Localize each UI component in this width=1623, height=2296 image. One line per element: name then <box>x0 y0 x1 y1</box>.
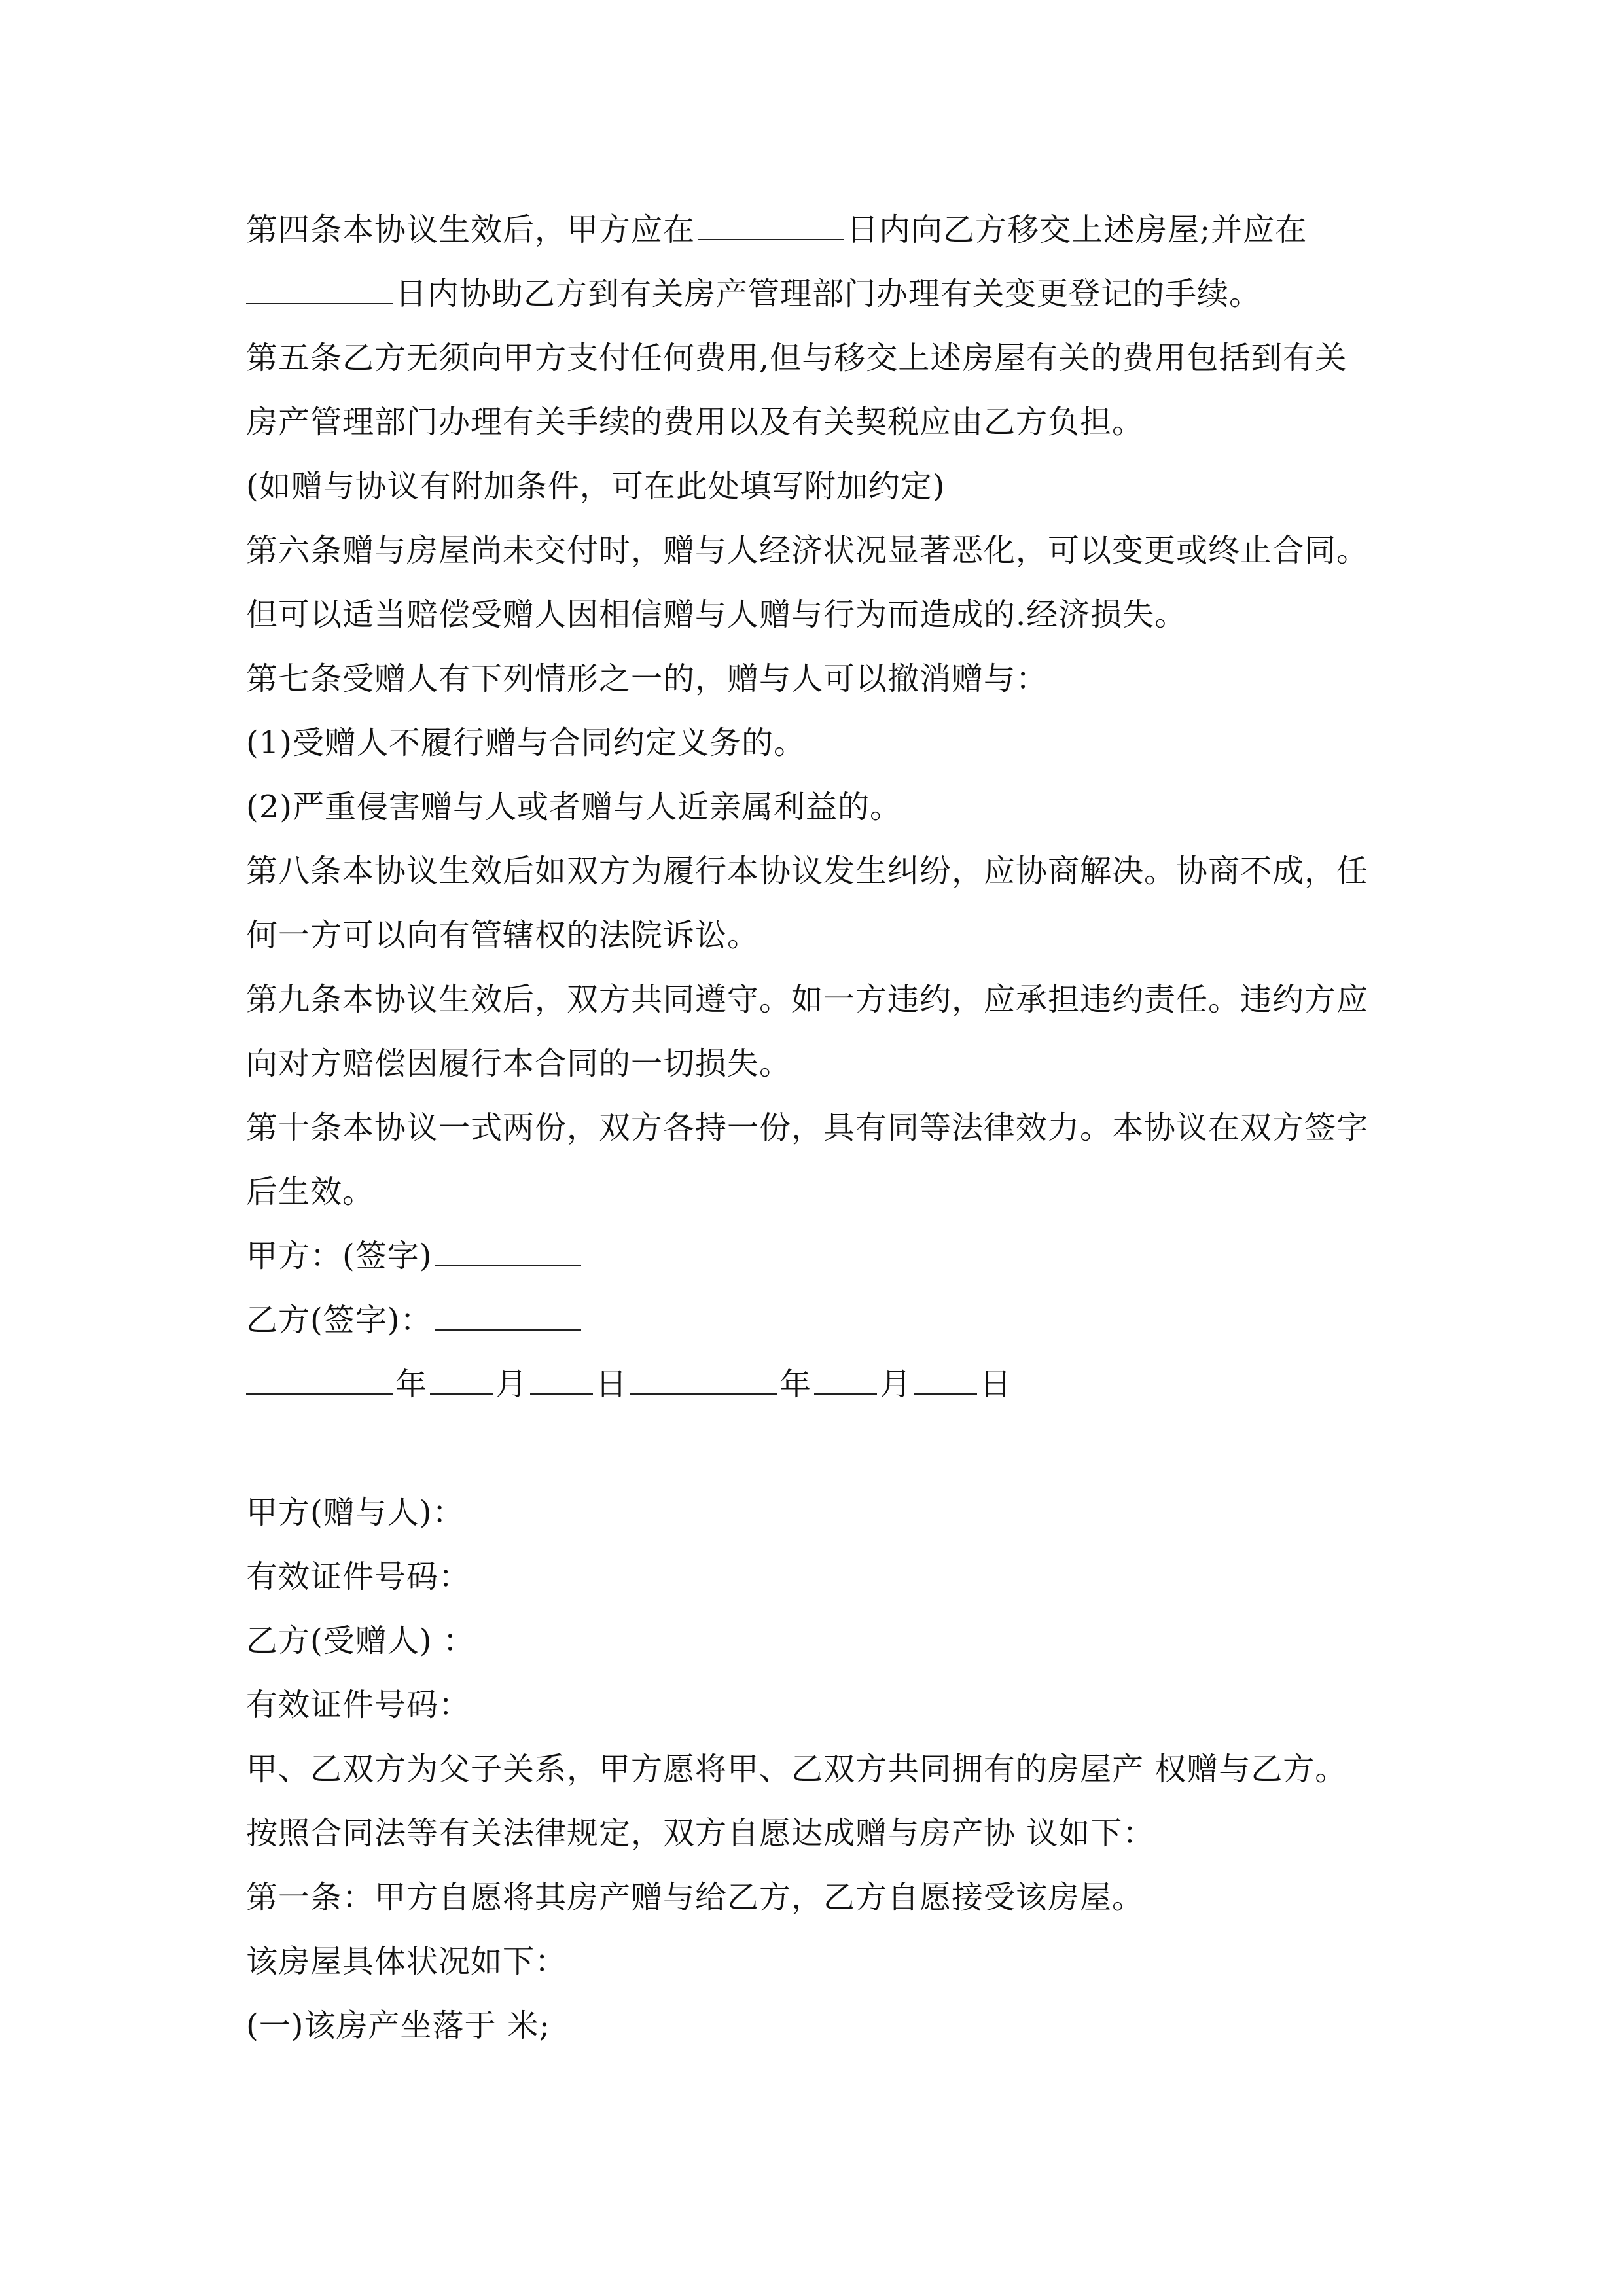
article-8-line-2: 何一方可以向有管辖权的法院诉讼。 <box>246 917 760 954</box>
article-4-text-3: 日内协助乙方到有关房产管理部门办理有关变更登记的手续。 <box>395 276 1262 312</box>
party-a-signature-blank[interactable] <box>435 1232 581 1266</box>
article-4-text-2: 日内向乙方移交上述房屋;并应在 <box>847 211 1308 248</box>
month-blank-1[interactable] <box>430 1361 493 1395</box>
article-6-line-1: 第六条赠与房屋尚未交付时，赠与人经济状况显著恶化，可以变更或终止合同。 <box>246 532 1369 569</box>
party-b-signature-label: 乙方(签字)： <box>246 1302 433 1338</box>
intro-line-2: 按照合同法等有关法律规定，双方自愿达成赠与房产协 议如下： <box>246 1815 1155 1852</box>
article-9-line-1: 第九条本协议生效后，双方共同遵守。如一方违约，应承担违约责任。违约方应 <box>246 981 1369 1018</box>
party-b-signature-blank[interactable] <box>435 1297 581 1331</box>
article-10-line-2: 后生效。 <box>246 1174 375 1210</box>
handover-days-blank[interactable] <box>698 206 844 240</box>
article-7-item-2: (2)严重侵害赠与人或者赠与人近亲属利益的。 <box>246 789 902 825</box>
day-label-1: 日 <box>596 1366 628 1403</box>
year-label-2: 年 <box>779 1366 812 1403</box>
property-location-item: (一)该房产坐落于 米; <box>246 2007 550 2044</box>
section-spacer <box>246 1416 1398 1480</box>
article-7-item-1: (1)受赠人不履行赠与合同约定义务的。 <box>246 725 806 761</box>
donor-label: 甲方(赠与人)： <box>246 1494 465 1531</box>
month-blank-2[interactable] <box>814 1361 877 1395</box>
article-4-line-1 <box>246 198 1398 262</box>
day-blank-2[interactable] <box>914 1361 977 1395</box>
document-body <box>246 198 1398 2058</box>
year-label-1: 年 <box>395 1366 428 1403</box>
clause-1: 第一条：甲方自愿将其房产赠与给乙方，乙方自愿接受该房屋。 <box>246 1879 1145 1916</box>
party-a-signature-row <box>246 1224 1398 1288</box>
day-label-2: 日 <box>980 1366 1012 1403</box>
article-4-text-1: 第四条本协议生效后，甲方应在 <box>246 211 696 248</box>
month-label-2: 月 <box>880 1366 912 1403</box>
property-details-heading: 该房屋具体状况如下： <box>246 1943 567 1980</box>
year-blank-1[interactable] <box>246 1361 393 1395</box>
article-8-line-1: 第八条本协议生效后如双方为履行本协议发生纠纷，应协商解决。协商不成，任 <box>246 853 1369 889</box>
article-6-line-2: 但可以适当赔偿受赠人因相信赠与人赠与行为而造成的.经济损失。 <box>246 596 1187 633</box>
party-a-signature-label: 甲方：(签字) <box>246 1238 433 1274</box>
donee-id-label: 有效证件号码： <box>246 1687 471 1723</box>
month-label-1: 月 <box>495 1366 528 1403</box>
additional-terms-note: (如赠与协议有附加条件，可在此处填写附加约定) <box>246 468 946 505</box>
party-b-signature-row <box>246 1288 1398 1352</box>
day-blank-1[interactable] <box>530 1361 593 1395</box>
article-4-line-2 <box>246 262 1398 326</box>
article-9-line-2: 向对方赔偿因履行本合同的一切损失。 <box>246 1045 792 1082</box>
registration-days-blank[interactable] <box>246 270 393 304</box>
article-5-line-1: 第五条乙方无须向甲方支付任何费用,但与移交上述房屋有关的费用包括到有关 <box>246 340 1347 376</box>
intro-line-1: 甲、乙双方为父子关系，甲方愿将甲、乙双方共同拥有的房屋产 权赠与乙方。 <box>246 1751 1347 1787</box>
article-7-line-1: 第七条受赠人有下列情形之一的，赠与人可以撤消赠与： <box>246 660 1048 697</box>
donee-label: 乙方(受赠人) ： <box>246 1623 475 1659</box>
year-blank-2[interactable] <box>630 1361 777 1395</box>
article-5-line-2: 房产管理部门办理有关手续的费用以及有关契税应由乙方负担。 <box>246 404 1145 440</box>
article-10-line-1: 第十条本协议一式两份，双方各持一份，具有同等法律效力。本协议在双方签字 <box>246 1109 1369 1146</box>
donor-id-label: 有效证件号码： <box>246 1558 471 1595</box>
signing-date-row <box>246 1352 1398 1416</box>
